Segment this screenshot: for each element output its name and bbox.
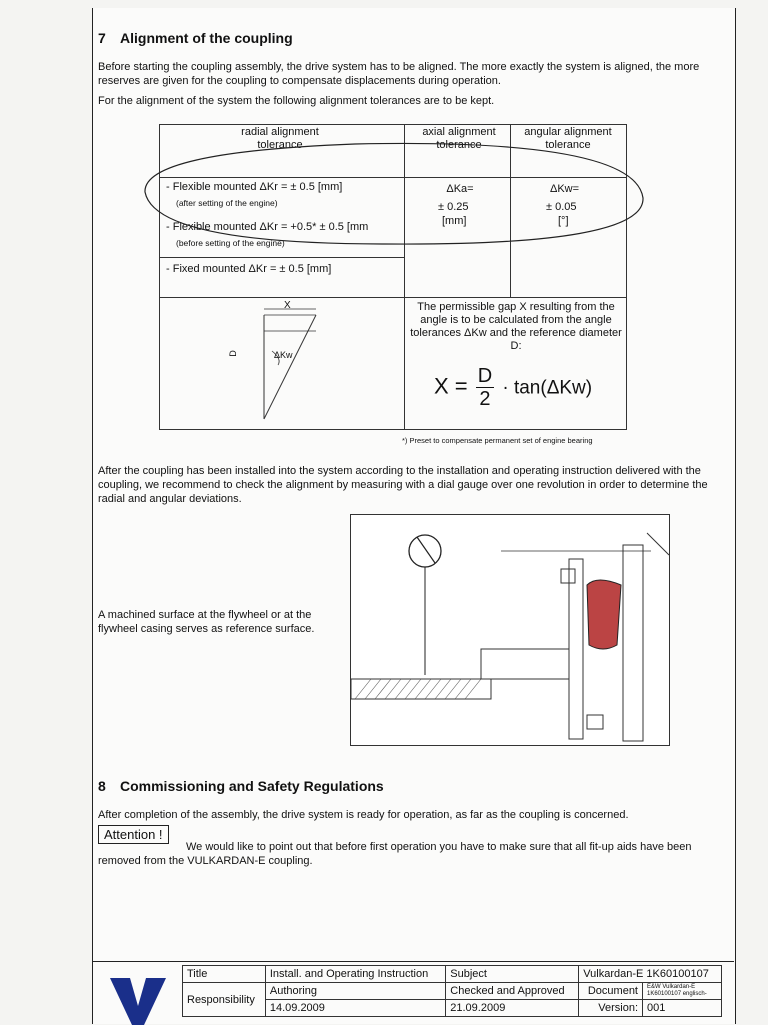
footer-table (182, 965, 722, 1017)
checked-label: Checked and Approved (446, 983, 579, 1000)
vulkan-logo-icon (108, 970, 168, 1025)
formula-rhs: · tan(ΔKw) (502, 377, 593, 399)
document-value: E&W Vulkardan-E 1K60100107 englisch- (643, 983, 722, 1000)
hand-drawn-oval (125, 132, 655, 252)
axial-unit: [mm] (442, 215, 467, 227)
formula-denominator: 2 (479, 388, 491, 410)
intro-paragraph: Before starting the coupling assembly, the drive system has to be aligned. The more exactly the system is aligned, the more reserves are given for the coupling to compensate displacements during operation. (98, 61, 700, 87)
formula-lhs: X = (434, 373, 468, 399)
version-value: 001 (643, 1000, 722, 1017)
axial-header: axial alignment tolerance (422, 126, 496, 151)
angular-value: ± 0.05 (546, 201, 577, 213)
formula-numerator: D (477, 365, 493, 387)
radial-row-2-note: (before setting of the engine) (176, 238, 285, 248)
document-label: Document (579, 983, 643, 1000)
authoring-label: Authoring (265, 983, 445, 1000)
gap-description: The permissible gap X resulting from the angle is to be calculated from the angle tolerances ΔKw and the reference diameter D: (410, 301, 622, 352)
assembly-complete-text: After completion of the assembly, the drive system is ready for operation, as far as the coupling is concerned. (98, 809, 629, 821)
section-number: 7 (98, 30, 106, 46)
section-number: 8 (98, 778, 106, 794)
tolerance-intro: For the alignment of the system the following alignment tolerances are to be kept. (98, 95, 495, 107)
diagram-label-x: X (284, 300, 291, 311)
preset-footnote: *) Preset to compensate permanent set of engine bearing (402, 436, 593, 445)
section-title: Commissioning and Safety Regulations (120, 778, 384, 794)
version-label: Version: (579, 1000, 643, 1017)
dial-gauge-paragraph: After the coupling has been installed into the system according to the installation and operating instruction delivered with the coupling, we recommend to check the alignment by measuring with a dial gauge over one revolution in order to determine the radial and angular deviations. (98, 465, 708, 505)
radial-row-1: - Flexible mounted ΔKr = ± 0.5 [mm] (166, 181, 343, 193)
coupling-drawing (351, 515, 669, 745)
axial-symbol: ΔKa= (446, 183, 474, 195)
radial-header: radial alignment tolerance (241, 126, 319, 151)
authoring-date: 14.09.2009 (265, 1000, 445, 1017)
axial-value: ± 0.25 (438, 201, 469, 213)
diagram-label-d: D (227, 350, 238, 357)
checked-date: 21.09.2009 (446, 1000, 579, 1017)
coupling-section-figure (350, 514, 670, 746)
section-title: Alignment of the coupling (120, 30, 293, 46)
title-label: Title (183, 966, 266, 983)
responsibility-label: Responsibility (183, 983, 266, 1017)
reference-surface-text: A machined surface at the flywheel or at the flywheel casing serves as reference surface. (98, 609, 315, 635)
radial-row-3: - Fixed mounted ΔKr = ± 0.5 [mm] (166, 263, 332, 275)
subject-label: Subject (446, 966, 579, 983)
section-8-heading (98, 778, 384, 794)
section-7-heading (98, 30, 293, 46)
gap-formula (434, 365, 592, 410)
attention-box: Attention ! (98, 825, 169, 844)
angular-header: angular alignment tolerance (524, 126, 612, 151)
title-value: Install. and Operating Instruction (265, 966, 445, 983)
angular-symbol: ΔKw= (550, 183, 580, 195)
diagram-label-akw: ΔKw (274, 350, 293, 360)
radial-row-1-note: (after setting of the engine) (176, 198, 278, 208)
radial-row-2: - Flexible mounted ΔKr = +0.5* ± 0.5 [mm (166, 221, 369, 233)
fit-up-aids-warning: We would like to point out that before first operation you have to make sure that all fit-up aids have been removed from the VULKARDAN-E coupling. (98, 841, 692, 867)
subject-value: Vulkardan-E 1K60100107 (579, 966, 722, 983)
document-footer (92, 961, 734, 1025)
angular-unit: [°] (558, 215, 569, 227)
